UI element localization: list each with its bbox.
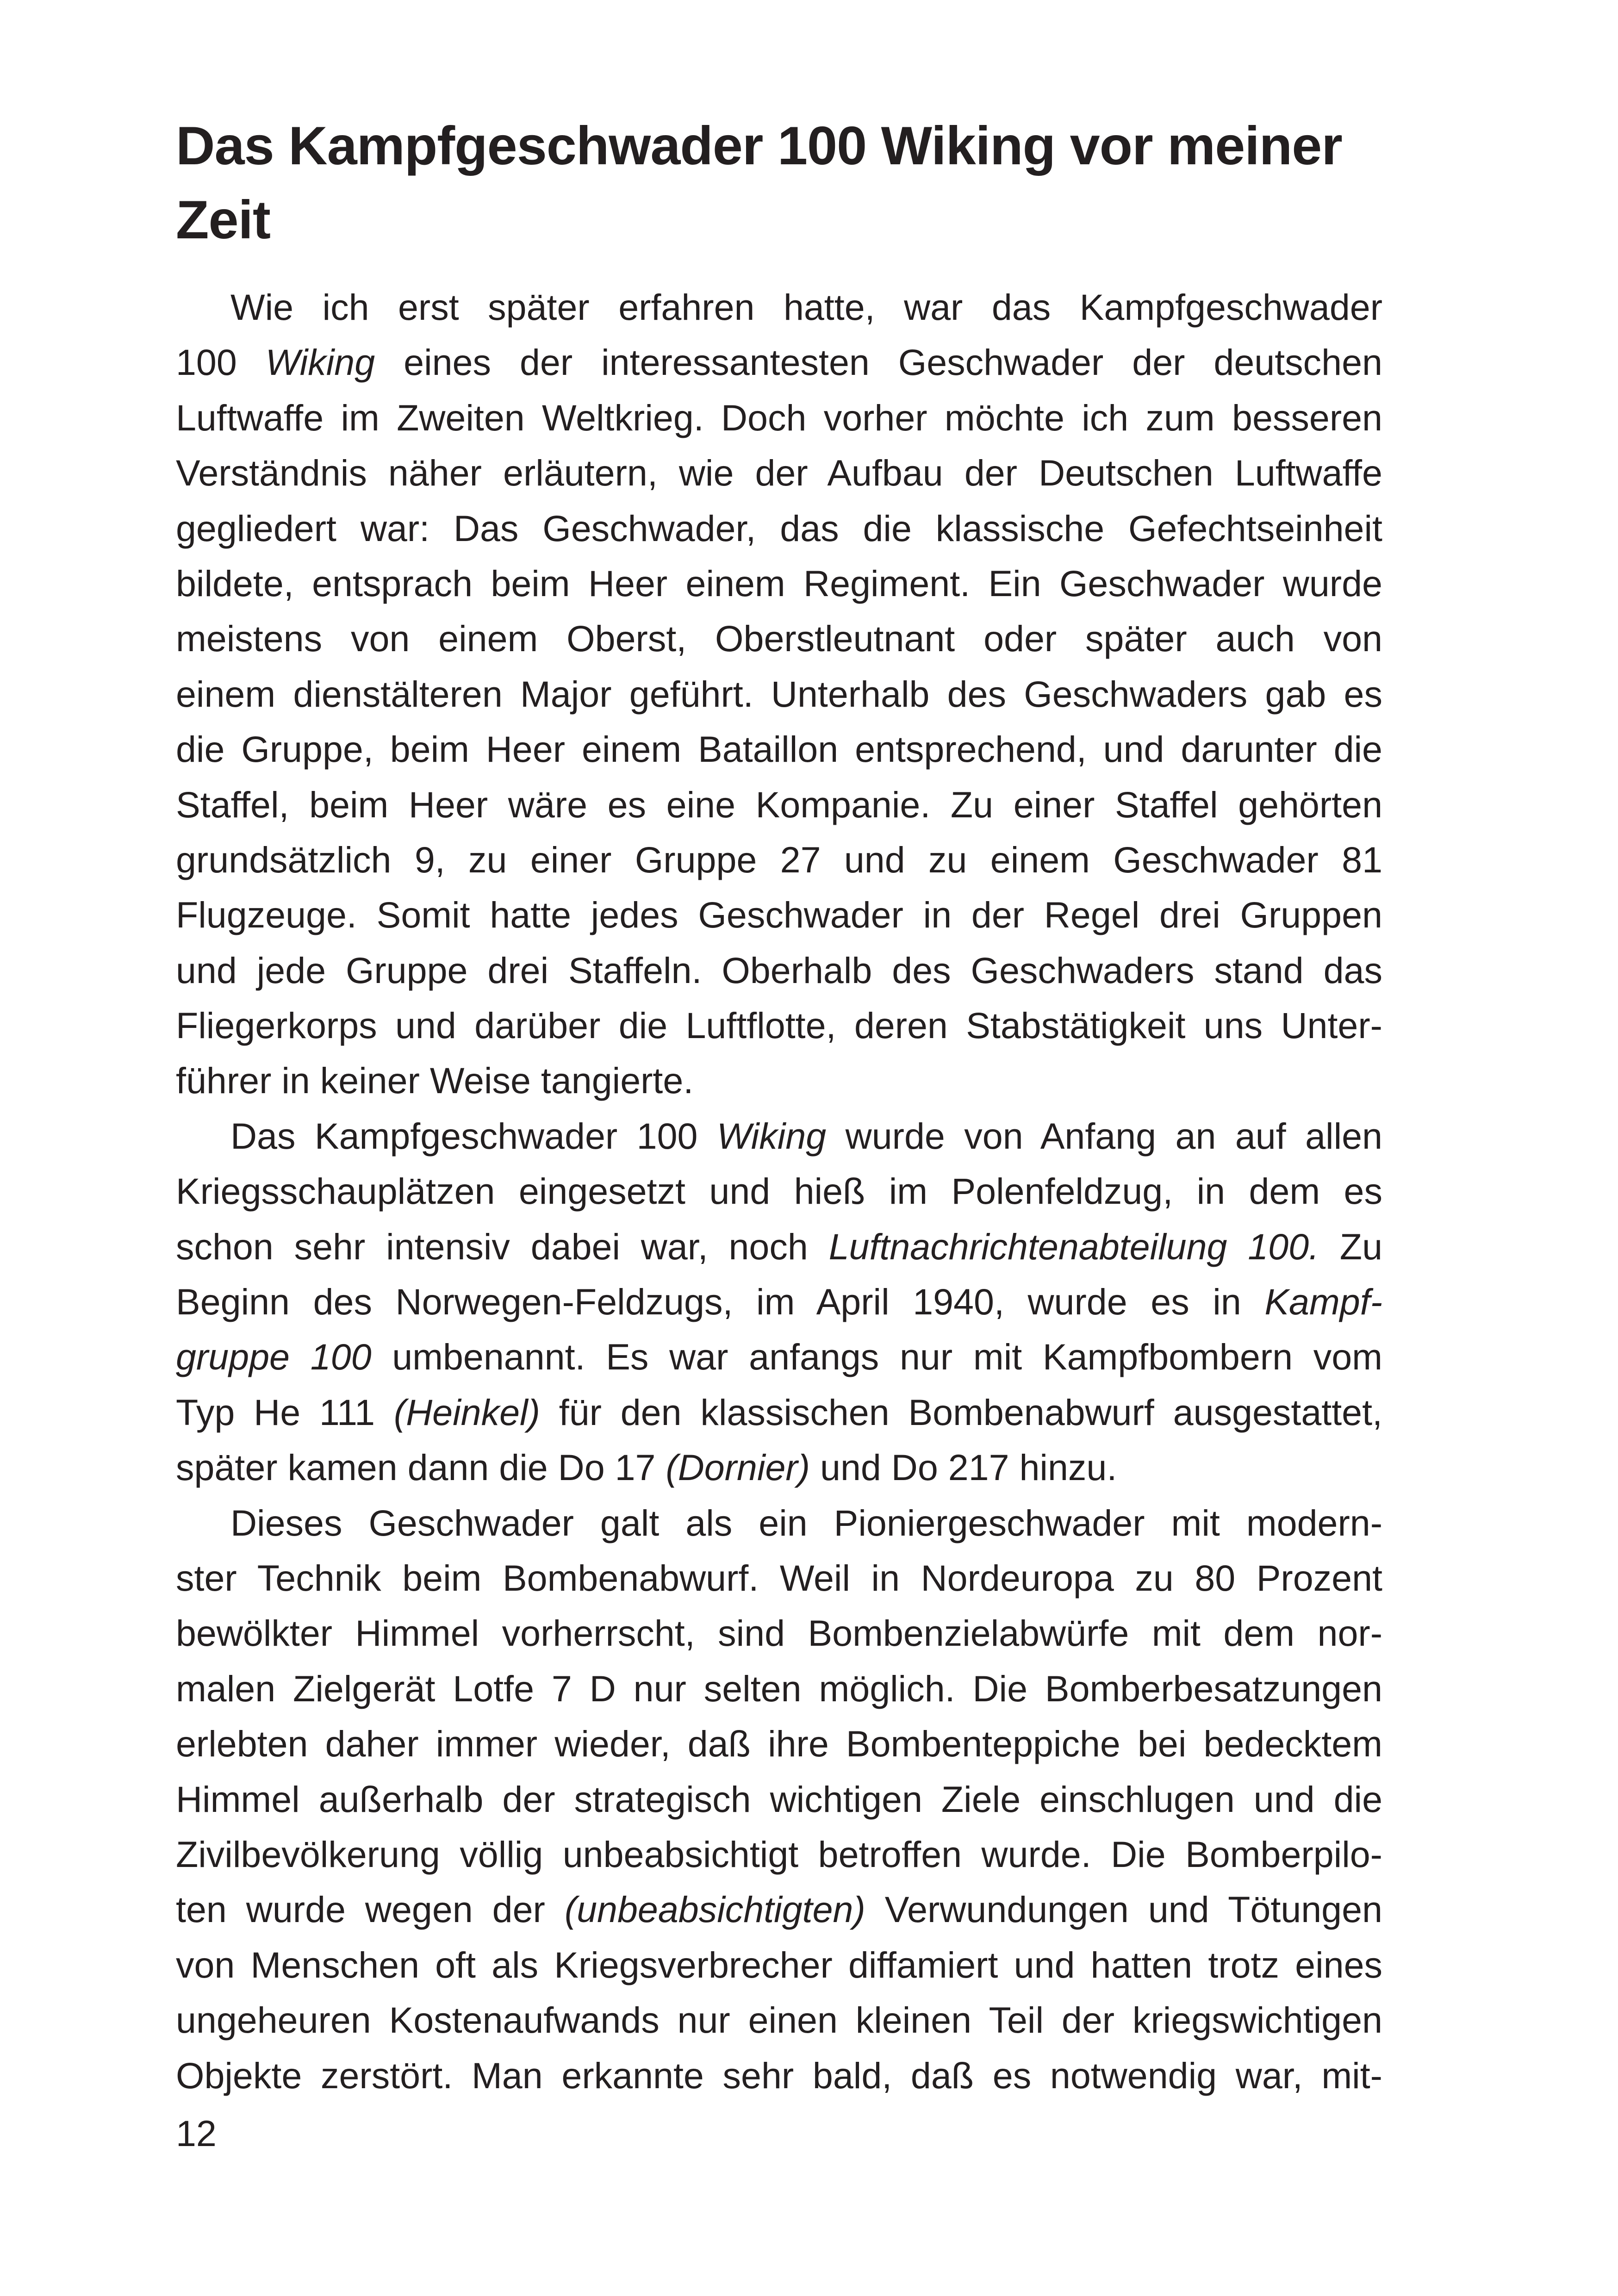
italic-text: (Heinkel) xyxy=(393,1391,540,1433)
text-line xyxy=(176,611,1382,666)
text-segment: von Menschen oft als Kriegsverbrecher diffamiert und hatten trotz eines xyxy=(176,1944,1382,1985)
text-segment: ungeheuren Kostenaufwands nur einen kleinen Teil der kriegswichtigen xyxy=(176,1999,1382,2041)
text-segment: meistens von einem Oberst, Oberstleutnant oder später auch von xyxy=(176,618,1382,660)
text-segment: Himmel außerhalb der strategisch wichtigen Ziele einschlugen und die xyxy=(176,1778,1382,1820)
text-segment: Dieses Geschwader galt als ein Pioniergeschwader mit modern- xyxy=(230,1502,1382,1543)
body-text xyxy=(176,280,1382,2103)
text-segment: umbenannt. Es war anfangs nur mit Kampfbombern vom xyxy=(371,1336,1382,1378)
text-segment: für den klassischen Bombenabwurf ausgestattet, xyxy=(540,1391,1382,1433)
text-segment: Luftwaffe im Zweiten Weltkrieg. Doch vorher möchte ich zum besseren xyxy=(176,397,1382,438)
italic-text: Luftnachrichtenabteilung 100. xyxy=(828,1226,1319,1267)
text-segment: später kamen dann die Do 17 xyxy=(176,1447,666,1488)
text-line xyxy=(176,1219,1382,1274)
text-segment: bildete, entsprach beim Heer einem Regiment. Ein Geschwader wurde xyxy=(176,562,1382,604)
text-segment: Verwundungen und Tötungen xyxy=(865,1889,1382,1930)
text-line xyxy=(176,1108,1382,1164)
text-line xyxy=(176,1329,1382,1384)
italic-text: (unbeabsichtigten) xyxy=(564,1889,865,1930)
italic-text: Wiking xyxy=(716,1115,827,1157)
text-line xyxy=(176,1495,1382,1550)
text-segment: schon sehr intensiv dabei war, noch xyxy=(176,1226,829,1267)
text-line xyxy=(176,1440,1382,1495)
text-line xyxy=(176,556,1382,611)
text-line xyxy=(176,1605,1382,1661)
text-line xyxy=(176,1827,1382,1882)
page-number: 12 xyxy=(176,2113,217,2154)
text-segment: Flugzeuge. Somit hatte jedes Geschwader in der Regel drei Gruppen xyxy=(176,894,1382,936)
text-segment: einem dienstälteren Major geführt. Unterhalb des Geschwaders gab es xyxy=(176,673,1382,715)
text-segment: Das Kampfgeschwader 100 xyxy=(230,1115,717,1157)
text-line xyxy=(176,501,1382,556)
text-segment: erlebten daher immer wieder, daß ihre Bombenteppiche bei bedecktem xyxy=(176,1723,1382,1765)
italic-text: gruppe 100 xyxy=(176,1336,372,1378)
text-line xyxy=(176,1385,1382,1440)
text-segment: Zivilbevölkerung völlig unbeabsichtigt betroffen wurde. Die Bomberpilo- xyxy=(176,1833,1382,1875)
text-segment: Objekte zerstört. Man erkannte sehr bald, daß es notwendig war, mit- xyxy=(176,2054,1382,2096)
text-segment: wurde von Anfang an auf allen xyxy=(826,1115,1382,1157)
text-line xyxy=(176,445,1382,500)
text-segment: Zu xyxy=(1319,1226,1382,1267)
text-segment: ster Technik beim Bombenabwurf. Weil in Nordeuropa zu 80 Prozent xyxy=(176,1557,1382,1599)
text-line xyxy=(176,887,1382,942)
text-segment: eines der interessantesten Geschwader der deutschen xyxy=(375,342,1382,383)
text-segment: Kriegsschauplätzen eingesetzt und hieß im Polenfeldzug, in dem es xyxy=(176,1170,1382,1212)
text-segment: 100 xyxy=(176,342,266,383)
text-line xyxy=(176,1164,1382,1219)
text-line xyxy=(176,335,1382,390)
text-segment: malen Zielgerät Lotfe 7 D nur selten möglich. Die Bomberbesatzungen xyxy=(176,1668,1382,1709)
text-segment: Verständnis näher erläutern, wie der Aufbau der Deutschen Luftwaffe xyxy=(176,452,1382,494)
text-line xyxy=(176,1661,1382,1716)
italic-text: Wiking xyxy=(265,342,375,383)
text-line xyxy=(176,998,1382,1053)
text-line xyxy=(176,1772,1382,1827)
text-segment: und jede Gruppe drei Staffeln. Oberhalb des Geschwaders stand das xyxy=(176,949,1382,991)
text-segment: Wie ich erst später erfahren hatte, war das Kampfgeschwader xyxy=(230,286,1382,328)
text-segment: grundsätzlich 9, zu einer Gruppe 27 und zu einem Geschwader 81 xyxy=(176,839,1382,880)
text-segment: Fliegerkorps und darüber die Luftflotte, deren Stabstätigkeit uns Unter- xyxy=(176,1005,1382,1046)
text-segment: gegliedert war: Das Geschwader, das die klassische Gefechtseinheit xyxy=(176,507,1382,549)
text-segment: und Do 217 hinzu. xyxy=(810,1447,1117,1488)
text-line xyxy=(176,1274,1382,1329)
text-segment: die Gruppe, beim Heer einem Bataillon entsprechend, und darunter die xyxy=(176,728,1382,770)
text-segment: bewölkter Himmel vorherrscht, sind Bombenzielabwürfe mit dem nor- xyxy=(176,1612,1382,1654)
text-segment: Beginn des Norwegen-Feldzugs, im April 1940, wurde es in xyxy=(176,1281,1265,1323)
text-line xyxy=(176,280,1382,335)
text-line xyxy=(176,777,1382,832)
text-segment: Typ He 111 xyxy=(176,1391,394,1433)
italic-text: (Dornier) xyxy=(666,1447,810,1488)
text-line xyxy=(176,1716,1382,1771)
text-line xyxy=(176,2048,1382,2103)
text-line xyxy=(176,666,1382,722)
text-line xyxy=(176,390,1382,445)
text-segment: Staffel, beim Heer wäre es eine Kompanie. Zu einer Staffel gehörten xyxy=(176,784,1382,825)
text-line xyxy=(176,722,1382,777)
italic-text: Kampf- xyxy=(1264,1281,1382,1323)
chapter-title: Das Kampfgeschwader 100 Wiking vor meiner Zeit xyxy=(176,115,1342,250)
text-segment: führer in keiner Weise tangierte. xyxy=(176,1060,694,1101)
text-line xyxy=(176,943,1382,998)
text-line xyxy=(176,1992,1382,2047)
text-line xyxy=(176,1550,1382,1605)
text-line xyxy=(176,832,1382,887)
text-line xyxy=(176,1937,1382,1992)
text-line xyxy=(176,1053,1382,1108)
text-line xyxy=(176,1882,1382,1937)
text-segment: ten wurde wegen der xyxy=(176,1889,565,1930)
